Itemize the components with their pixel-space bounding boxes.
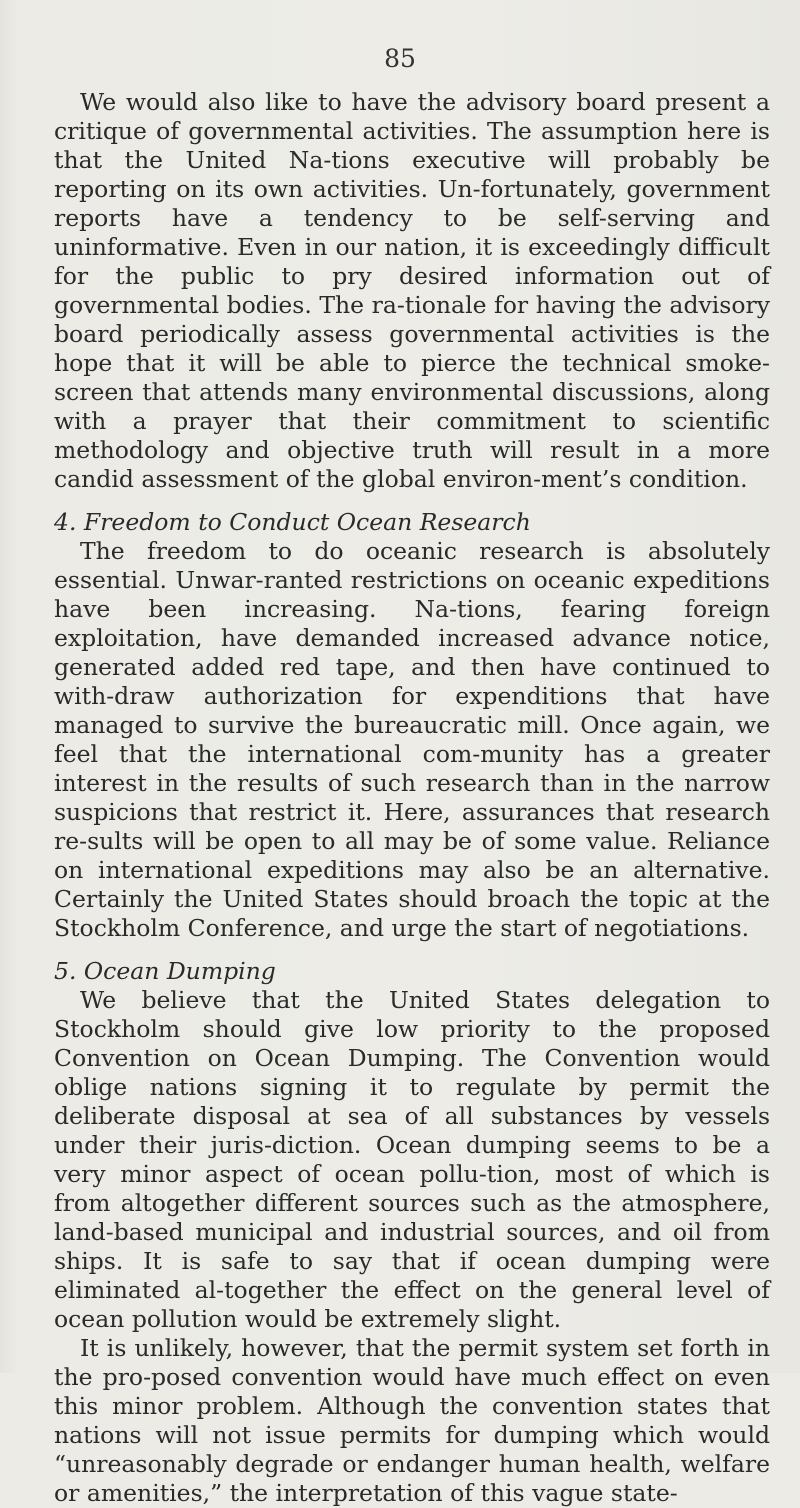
section-heading-ocean-research: 4. Freedom to Conduct Ocean Research xyxy=(54,508,531,536)
paragraph-ocean-dumping-2: It is unlikely, however, that the permit system set forth in the pro-posed convention would have much effect on even this minor problem. Although the convention states that nations will not issue permits for dumping which would “unreasonably degrade or endanger human health, welfare or amenities,” the interpretation of this vague state- xyxy=(54,1334,770,1507)
paragraph-advisory-board: We would also like to have the advisory board present a critique of governmental activities. The assumption here is that the United Na-tions executive will probably be reporting on its own activities. Un-fortunately, government reports have a tendency to be self-serving and uninformative. Even in our nation, it is exceedingly difficult for the public to pry desired information out of governmental bodies. The ra-tionale for having the advisory board periodically assess governmental activities is the hope that it will be able to pierce the technical smoke-screen that attends many environmental discussions, along with a prayer that their commitment to scientific methodology and objective truth will result in a more candid assessment of the global environ-ment’s condition. xyxy=(54,88,770,493)
paragraph-ocean-research: The freedom to do oceanic research is absolutely essential. Unwar-ranted restrictions on oceanic expeditions have been increasing. Na-tions, fearing foreign exploitation, have demanded increased advance notice, generated added red tape, and then have continued to with-draw authorization for expenditions that have managed to survive the bureaucratic mill. Once again, we feel that the international com-munity has a greater interest in the results of such research than in the narrow suspicions that restrict it. Here, assurances that research re-sults will be open to all may be of some value. Reliance on international expeditions may also be an alternative. Certainly the United States should broach the topic at the Stockholm Conference, and urge the start of negotiations. xyxy=(54,537,770,942)
spacer xyxy=(54,494,770,508)
section-heading-ocean-dumping: 5. Ocean Dumping xyxy=(54,957,276,985)
spacer xyxy=(54,943,770,957)
paragraph-ocean-dumping-1: We believe that the United States delegation to Stockholm should give low priority to the proposed Convention on Ocean Dumping. The Convention would oblige nations signing it to regulate by permit the deliberate disposal at sea of all substances by vessels under their juris-diction. Ocean dumping seems to be a very minor aspect of ocean pollu-tion, most of which is from altogether different sources such as the atmosphere, land-based municipal and industrial sources, and oil from ships. It is safe to say that if ocean dumping were eliminated al-together the effect on the general level of ocean pollution would be extremely slight. xyxy=(54,986,770,1333)
page-number: 85 xyxy=(384,44,416,73)
page-content xyxy=(54,88,770,1508)
